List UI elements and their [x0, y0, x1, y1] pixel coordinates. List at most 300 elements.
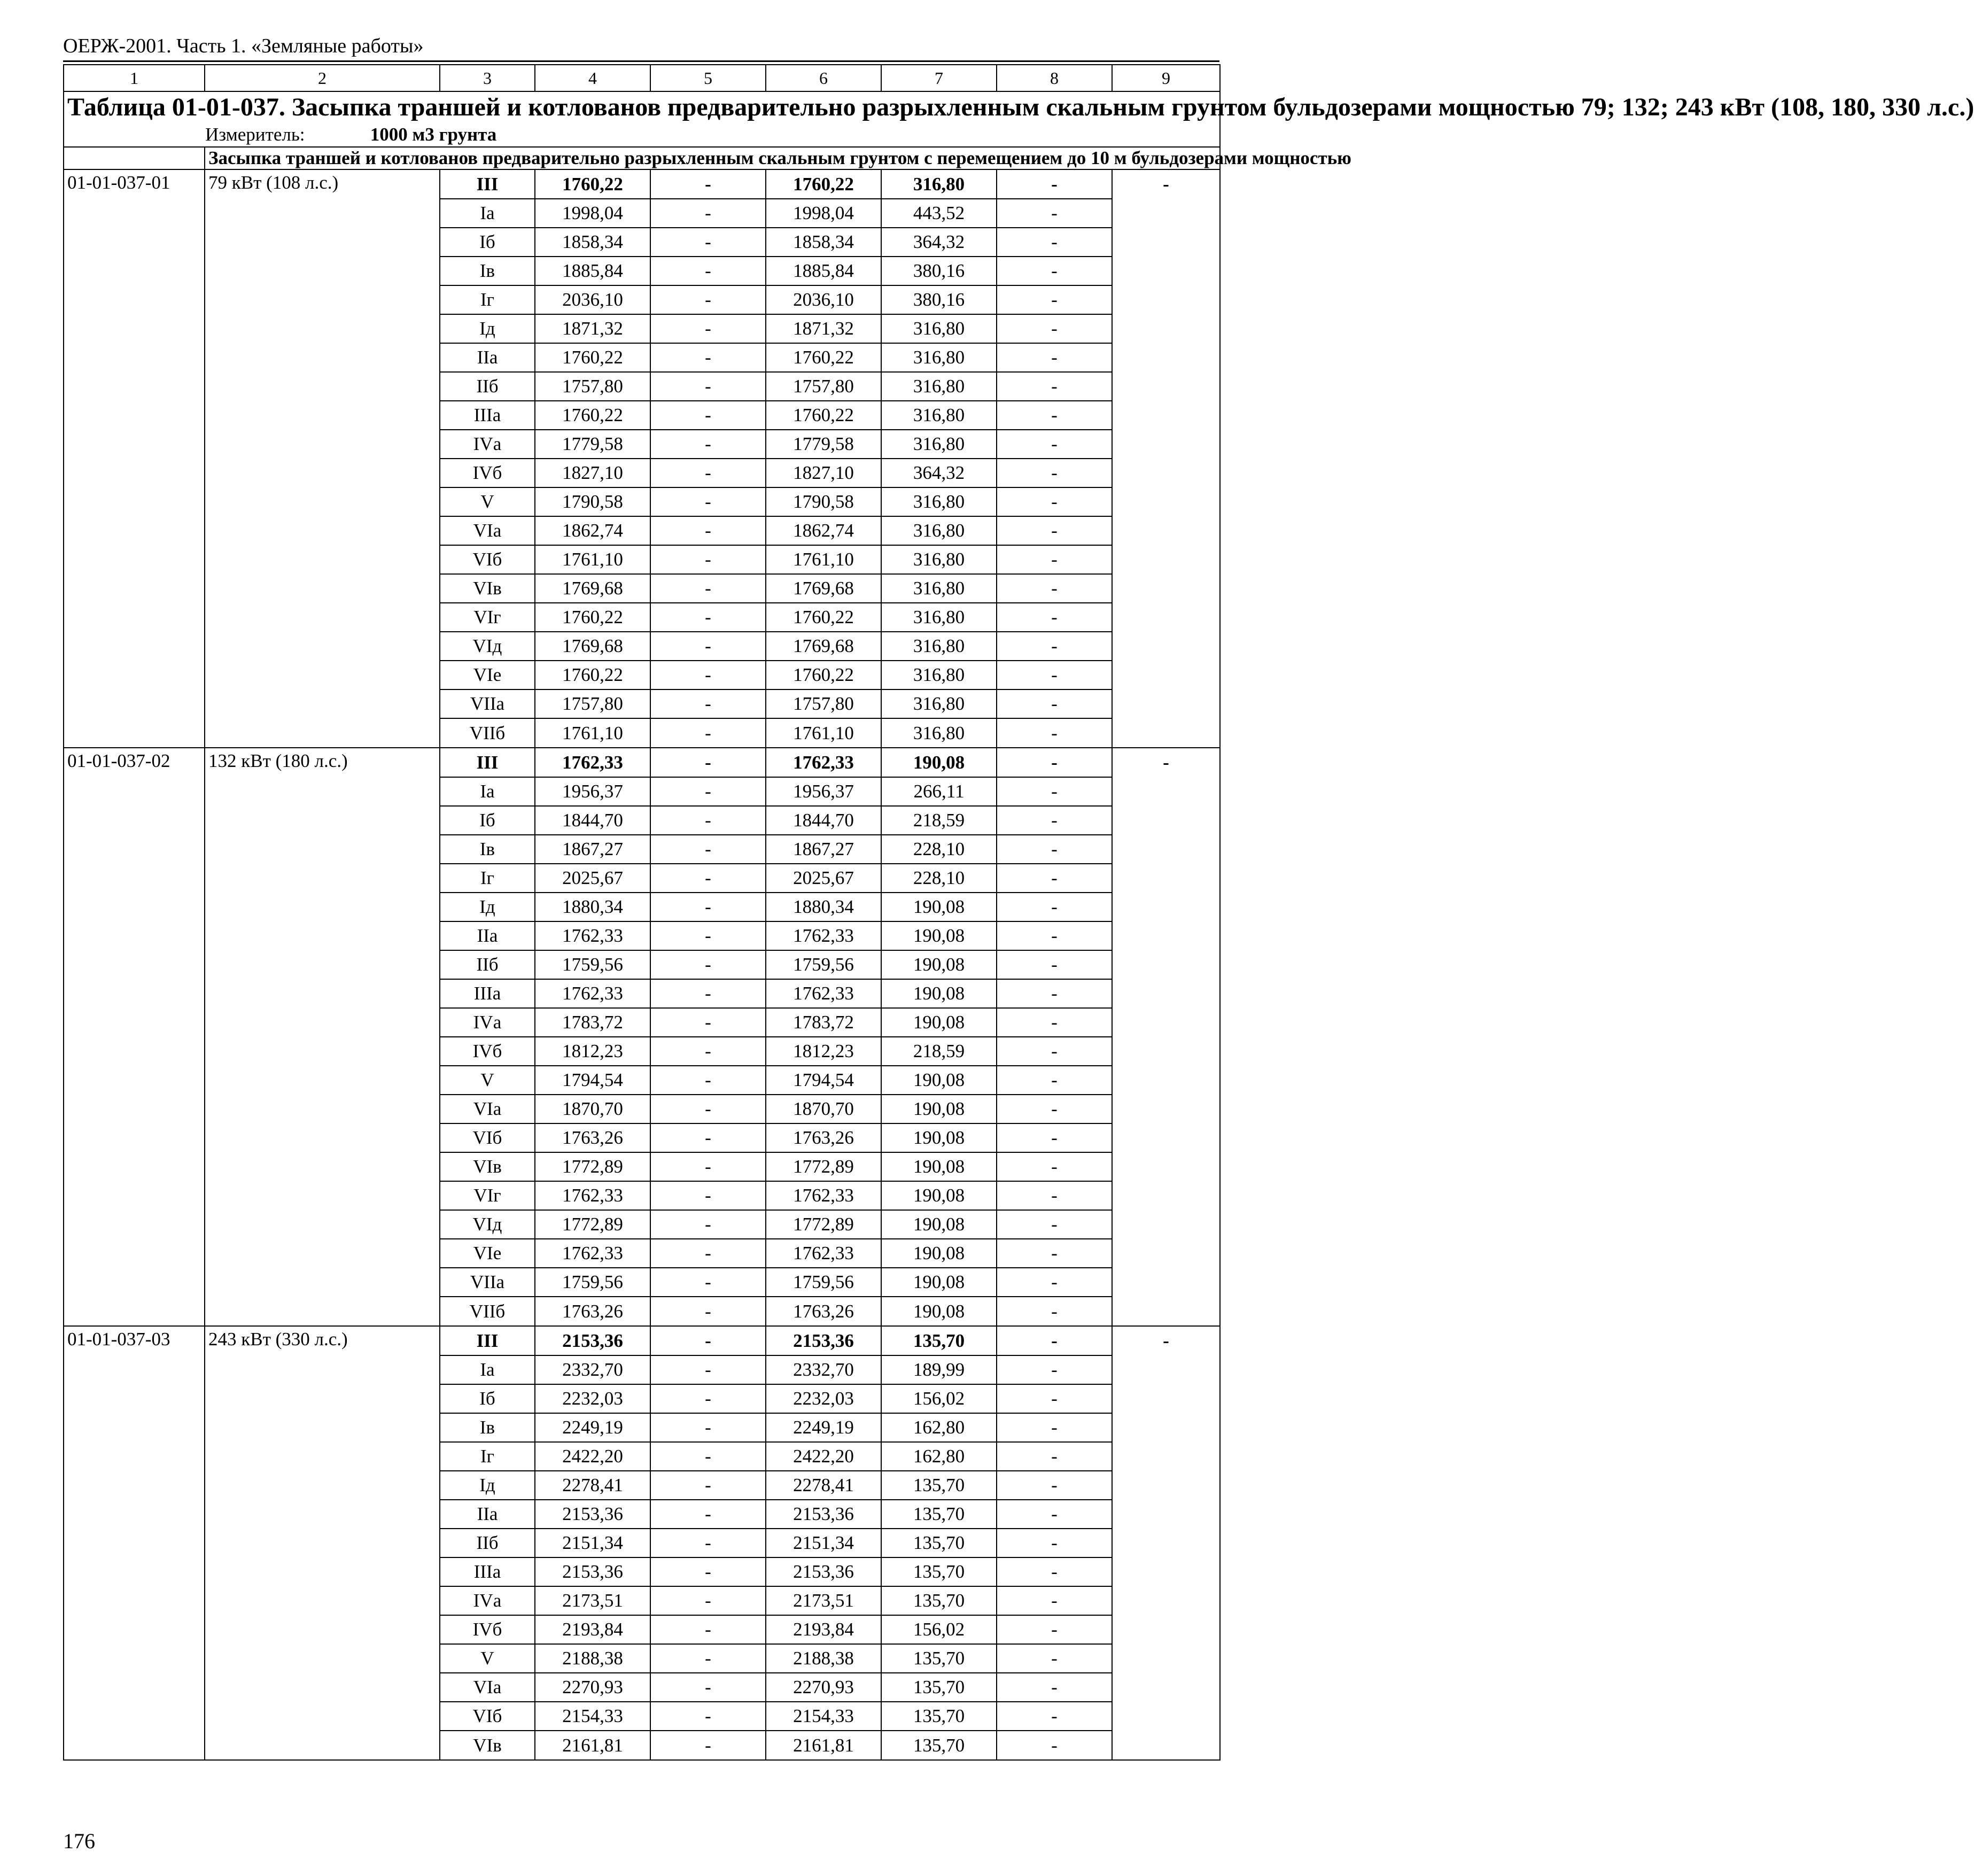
machine-cost-cell: 1759,56 [766, 950, 881, 979]
materials-cell: - [997, 516, 1112, 545]
materials-cell: - [997, 574, 1112, 603]
labor-cost-cell: - [650, 1123, 766, 1152]
labor-cost-cell: - [650, 516, 766, 545]
table-row [64, 979, 1220, 1008]
labor-cost-cell: - [650, 1066, 766, 1095]
machine-cost-cell: 1757,80 [766, 689, 881, 718]
norm-code-cell [64, 459, 205, 487]
table-row [64, 1210, 1220, 1239]
bulldozer-power-cell [205, 314, 440, 343]
labor-cost-cell: - [650, 1557, 766, 1586]
total-cost-cell: 2153,36 [535, 1557, 650, 1586]
materials-cell: - [997, 401, 1112, 430]
labor-hours-cell [1112, 1586, 1220, 1615]
materials-cell: - [997, 806, 1112, 835]
labor-cost-cell: - [650, 169, 766, 199]
bulldozer-power-cell [205, 1673, 440, 1702]
table-row [64, 777, 1220, 806]
soil-group-cell: IVб [440, 459, 535, 487]
table-row [64, 1297, 1220, 1326]
materials-cell: - [997, 1702, 1112, 1731]
machine-cost-cell: 1858,34 [766, 228, 881, 257]
operator-wage-cell: 380,16 [881, 257, 997, 285]
labor-hours-cell [1112, 864, 1220, 893]
labor-cost-cell: - [650, 285, 766, 314]
total-cost-cell: 2278,41 [535, 1471, 650, 1500]
labor-hours-cell [1112, 430, 1220, 459]
table-row [64, 372, 1220, 401]
labor-cost-cell: - [650, 401, 766, 430]
materials-cell: - [997, 1355, 1112, 1384]
machine-cost-cell: 2422,20 [766, 1442, 881, 1471]
table-row [64, 1471, 1220, 1500]
total-cost-cell: 1761,10 [535, 545, 650, 574]
norm-code-cell [64, 1008, 205, 1037]
bulldozer-power-cell [205, 893, 440, 921]
norm-code-cell [64, 1500, 205, 1529]
column-number: 5 [650, 65, 766, 91]
total-cost-cell: 2025,67 [535, 864, 650, 893]
soil-group-cell: Iв [440, 257, 535, 285]
operator-wage-cell: 316,80 [881, 603, 997, 632]
labor-hours-cell [1112, 401, 1220, 430]
bulldozer-power-cell [205, 632, 440, 661]
operator-wage-cell: 218,59 [881, 806, 997, 835]
materials-cell: - [997, 314, 1112, 343]
materials-cell: - [997, 1268, 1112, 1297]
labor-cost-cell: - [650, 1471, 766, 1500]
operator-wage-cell: 316,80 [881, 516, 997, 545]
total-cost-cell: 2154,33 [535, 1702, 650, 1731]
total-cost-cell: 1762,33 [535, 921, 650, 950]
bulldozer-power-cell [205, 574, 440, 603]
norm-code-cell [64, 285, 205, 314]
machine-cost-cell: 1760,22 [766, 603, 881, 632]
total-cost-cell: 1760,22 [535, 661, 650, 689]
operator-wage-cell: 190,08 [881, 1210, 997, 1239]
bulldozer-power-cell [205, 1586, 440, 1615]
operator-wage-cell: 190,08 [881, 950, 997, 979]
labor-hours-cell [1112, 893, 1220, 921]
labor-hours-cell [1112, 1037, 1220, 1066]
norm-code-cell [64, 718, 205, 748]
labor-hours-cell [1112, 516, 1220, 545]
materials-cell: - [997, 1471, 1112, 1500]
table-row [64, 1673, 1220, 1702]
materials-cell: - [997, 1123, 1112, 1152]
materials-cell: - [997, 893, 1112, 921]
soil-group-cell: VIе [440, 661, 535, 689]
total-cost-cell: 2153,36 [535, 1500, 650, 1529]
materials-cell: - [997, 979, 1112, 1008]
machine-cost-cell: 1779,58 [766, 430, 881, 459]
norm-code-cell [64, 199, 205, 228]
operator-wage-cell: 135,70 [881, 1731, 997, 1760]
machine-cost-cell: 1827,10 [766, 459, 881, 487]
soil-group-cell: VIд [440, 632, 535, 661]
total-cost-cell: 1956,37 [535, 777, 650, 806]
norm-code-cell [64, 1181, 205, 1210]
soil-group-cell: V [440, 1066, 535, 1095]
total-cost-cell: 2232,03 [535, 1384, 650, 1413]
soil-group-cell: Iг [440, 285, 535, 314]
operator-wage-cell: 190,08 [881, 1297, 997, 1326]
materials-cell: - [997, 372, 1112, 401]
labor-cost-cell: - [650, 777, 766, 806]
labor-hours-cell [1112, 1471, 1220, 1500]
bulldozer-power-cell [205, 603, 440, 632]
soil-group-cell: VIв [440, 574, 535, 603]
table-row [64, 1615, 1220, 1644]
meter-value: 1000 м3 грунта [370, 124, 497, 145]
table-row [64, 603, 1220, 632]
total-cost-cell: 1772,89 [535, 1152, 650, 1181]
table-row [64, 1442, 1220, 1471]
machine-cost-cell: 1769,68 [766, 632, 881, 661]
bulldozer-power-cell [205, 1471, 440, 1500]
total-cost-cell: 2270,93 [535, 1673, 650, 1702]
machine-cost-cell: 1757,80 [766, 372, 881, 401]
labor-cost-cell: - [650, 1529, 766, 1557]
total-cost-cell: 1757,80 [535, 689, 650, 718]
total-cost-cell: 1762,33 [535, 979, 650, 1008]
norm-code-cell [64, 806, 205, 835]
bulldozer-power-cell [205, 1615, 440, 1644]
labor-cost-cell: - [650, 199, 766, 228]
norm-code-cell [64, 1673, 205, 1702]
labor-hours-cell [1112, 777, 1220, 806]
norm-code-cell [64, 545, 205, 574]
operator-wage-cell: 266,11 [881, 777, 997, 806]
labor-hours-cell [1112, 285, 1220, 314]
table-row [64, 545, 1220, 574]
total-cost-cell: 2422,20 [535, 1442, 650, 1471]
operator-wage-cell: 190,08 [881, 1239, 997, 1268]
soil-group-cell: VIа [440, 1095, 535, 1123]
operator-wage-cell: 190,08 [881, 1123, 997, 1152]
machine-cost-cell: 1762,33 [766, 1239, 881, 1268]
total-cost-cell: 2249,19 [535, 1413, 650, 1442]
operator-wage-cell: 228,10 [881, 864, 997, 893]
table-title: Таблица 01-01-037. Засыпка траншей и котлованов предварительно разрыхленным скальным грунтом бульдозерами мощностью 79; 132; 243 кВт (108, 180, 330 л.с.) [67, 93, 1974, 121]
soil-group-cell: VIд [440, 1210, 535, 1239]
materials-cell: - [997, 487, 1112, 516]
labor-hours-cell: - [1112, 1326, 1220, 1355]
machine-cost-cell: 1998,04 [766, 199, 881, 228]
table-row [64, 1702, 1220, 1731]
labor-cost-cell: - [650, 835, 766, 864]
machine-cost-cell: 1759,56 [766, 1268, 881, 1297]
table-row [64, 893, 1220, 921]
norm-code-cell [64, 1644, 205, 1673]
labor-cost-cell: - [650, 1673, 766, 1702]
norm-code-cell [64, 228, 205, 257]
soil-group-cell: IIа [440, 1500, 535, 1529]
table-row [64, 1095, 1220, 1123]
total-cost-cell: 1761,10 [535, 718, 650, 748]
machine-cost-cell: 1763,26 [766, 1297, 881, 1326]
norm-code-cell: 01-01-037-03 [64, 1326, 205, 1355]
norm-code-cell [64, 1702, 205, 1731]
table-row [64, 835, 1220, 864]
labor-cost-cell: - [650, 1731, 766, 1760]
machine-cost-cell: 1870,70 [766, 1095, 881, 1123]
bulldozer-power-cell [205, 1037, 440, 1066]
bulldozer-power-cell [205, 1731, 440, 1760]
soil-group-cell: VIв [440, 1731, 535, 1760]
machine-cost-cell: 1762,33 [766, 979, 881, 1008]
operator-wage-cell: 190,08 [881, 1181, 997, 1210]
total-cost-cell: 1763,26 [535, 1297, 650, 1326]
total-cost-cell: 1794,54 [535, 1066, 650, 1095]
norm-code-cell [64, 1355, 205, 1384]
total-cost-cell: 1790,58 [535, 487, 650, 516]
meter-label: Измеритель: [205, 124, 305, 145]
machine-cost-cell: 1760,22 [766, 343, 881, 372]
column-number: 3 [440, 65, 535, 91]
labor-cost-cell: - [650, 1008, 766, 1037]
machine-cost-cell: 2025,67 [766, 864, 881, 893]
table-row [64, 1500, 1220, 1529]
total-cost-cell: 2153,36 [535, 1326, 650, 1355]
table-row [64, 199, 1220, 228]
table-row [64, 806, 1220, 835]
norm-code-cell [64, 372, 205, 401]
labor-hours-cell [1112, 228, 1220, 257]
operator-wage-cell: 190,08 [881, 921, 997, 950]
labor-hours-cell: - [1112, 748, 1220, 777]
soil-group-cell: VIIа [440, 689, 535, 718]
operator-wage-cell: 135,70 [881, 1673, 997, 1702]
operator-wage-cell: 380,16 [881, 285, 997, 314]
soil-group-cell: VIа [440, 516, 535, 545]
column-number: 6 [766, 65, 881, 91]
machine-cost-cell: 1956,37 [766, 777, 881, 806]
materials-cell: - [997, 603, 1112, 632]
soil-group-cell: Iа [440, 777, 535, 806]
table-title-row [64, 91, 1220, 147]
labor-cost-cell: - [650, 487, 766, 516]
bulldozer-power-cell [205, 1152, 440, 1181]
operator-wage-cell: 135,70 [881, 1471, 997, 1500]
total-cost-cell: 1871,32 [535, 314, 650, 343]
soil-group-cell: VIб [440, 545, 535, 574]
table-row [64, 459, 1220, 487]
operator-wage-cell: 162,80 [881, 1413, 997, 1442]
soil-group-cell: Iа [440, 1355, 535, 1384]
labor-hours-cell [1112, 343, 1220, 372]
labor-hours-cell [1112, 1413, 1220, 1442]
materials-cell: - [997, 777, 1112, 806]
machine-cost-cell: 1762,33 [766, 1181, 881, 1210]
labor-cost-cell: - [650, 1586, 766, 1615]
materials-cell: - [997, 1586, 1112, 1615]
table-row [64, 632, 1220, 661]
machine-cost-cell: 1760,22 [766, 661, 881, 689]
table-row [64, 1181, 1220, 1210]
labor-hours-cell [1112, 661, 1220, 689]
total-cost-cell: 1827,10 [535, 459, 650, 487]
bulldozer-power-cell [205, 1268, 440, 1297]
machine-cost-cell: 2188,38 [766, 1644, 881, 1673]
soil-group-cell: VIв [440, 1152, 535, 1181]
table-row [64, 1066, 1220, 1095]
table-row [64, 689, 1220, 718]
materials-cell: - [997, 169, 1112, 199]
labor-hours-cell [1112, 1181, 1220, 1210]
materials-cell: - [997, 1008, 1112, 1037]
bulldozer-power-cell [205, 487, 440, 516]
bulldozer-power-cell [205, 228, 440, 257]
bulldozer-power-cell [205, 835, 440, 864]
bulldozer-power-cell [205, 950, 440, 979]
table-row [64, 1644, 1220, 1673]
machine-cost-cell: 1762,33 [766, 921, 881, 950]
operator-wage-cell: 316,80 [881, 372, 997, 401]
norm-code-cell [64, 1095, 205, 1123]
labor-cost-cell: - [650, 1500, 766, 1529]
total-cost-cell: 1769,68 [535, 632, 650, 661]
labor-cost-cell: - [650, 545, 766, 574]
bulldozer-power-cell [205, 1557, 440, 1586]
bulldozer-power-cell [205, 1529, 440, 1557]
total-cost-cell: 1783,72 [535, 1008, 650, 1037]
labor-cost-cell: - [650, 1095, 766, 1123]
norm-code-cell [64, 1297, 205, 1326]
labor-hours-cell [1112, 487, 1220, 516]
soil-group-cell: IIа [440, 921, 535, 950]
labor-hours-cell [1112, 632, 1220, 661]
labor-cost-cell: - [650, 257, 766, 285]
table-row [64, 718, 1220, 748]
bulldozer-power-cell [205, 199, 440, 228]
labor-cost-cell: - [650, 1326, 766, 1355]
table-row [64, 257, 1220, 285]
operator-wage-cell: 316,80 [881, 401, 997, 430]
norm-code-cell [64, 1239, 205, 1268]
soil-group-cell: Iб [440, 806, 535, 835]
soil-group-cell: Iб [440, 228, 535, 257]
labor-cost-cell: - [650, 689, 766, 718]
table-row [64, 1037, 1220, 1066]
bulldozer-power-cell [205, 1123, 440, 1152]
soil-group-cell: Iд [440, 314, 535, 343]
table-row [64, 1152, 1220, 1181]
labor-hours-cell [1112, 921, 1220, 950]
operator-wage-cell: 316,80 [881, 632, 997, 661]
total-cost-cell: 1858,34 [535, 228, 650, 257]
bulldozer-power-cell [205, 459, 440, 487]
materials-cell: - [997, 285, 1112, 314]
bulldozer-power-cell [205, 1095, 440, 1123]
bulldozer-power-cell [205, 1066, 440, 1095]
norm-code-cell [64, 487, 205, 516]
labor-hours-cell [1112, 1008, 1220, 1037]
operator-wage-cell: 316,80 [881, 314, 997, 343]
machine-cost-cell: 2153,36 [766, 1326, 881, 1355]
machine-cost-cell: 1880,34 [766, 893, 881, 921]
bulldozer-power-cell [205, 401, 440, 430]
total-cost-cell: 1762,33 [535, 748, 650, 777]
machine-cost-cell: 2153,36 [766, 1557, 881, 1586]
machine-cost-cell: 1761,10 [766, 718, 881, 748]
table-row [64, 661, 1220, 689]
labor-hours-cell [1112, 1529, 1220, 1557]
bulldozer-power-cell [205, 1413, 440, 1442]
labor-cost-cell: - [650, 1644, 766, 1673]
soil-group-cell: IIб [440, 1529, 535, 1557]
machine-cost-cell: 2151,34 [766, 1529, 881, 1557]
operator-wage-cell: 190,08 [881, 1066, 997, 1095]
materials-cell: - [997, 835, 1112, 864]
materials-cell: - [997, 921, 1112, 950]
total-cost-cell: 1880,34 [535, 893, 650, 921]
labor-hours-cell [1112, 1500, 1220, 1529]
norm-code-cell [64, 1615, 205, 1644]
total-cost-cell: 1998,04 [535, 199, 650, 228]
operator-wage-cell: 190,08 [881, 748, 997, 777]
total-cost-cell: 1760,22 [535, 401, 650, 430]
bulldozer-power-cell [205, 806, 440, 835]
table-row [64, 864, 1220, 893]
table-row [64, 516, 1220, 545]
machine-cost-cell: 2036,10 [766, 285, 881, 314]
labor-hours-cell [1112, 835, 1220, 864]
labor-cost-cell: - [650, 1037, 766, 1066]
norm-code-cell [64, 893, 205, 921]
bulldozer-power-cell: 79 кВт (108 л.с.) [205, 169, 440, 199]
materials-cell: - [997, 1152, 1112, 1181]
norm-code-cell: 01-01-037-02 [64, 748, 205, 777]
bulldozer-power-cell [205, 372, 440, 401]
labor-cost-cell: - [650, 979, 766, 1008]
operator-wage-cell: 162,80 [881, 1442, 997, 1471]
bulldozer-power-cell [205, 1355, 440, 1384]
materials-cell: - [997, 343, 1112, 372]
norm-code-cell [64, 777, 205, 806]
soil-group-cell: VIг [440, 603, 535, 632]
labor-hours-cell [1112, 718, 1220, 748]
soil-group-cell: III [440, 1326, 535, 1355]
total-cost-cell: 1757,80 [535, 372, 650, 401]
labor-cost-cell: - [650, 430, 766, 459]
norm-code-cell [64, 1037, 205, 1066]
page-number: 176 [63, 1829, 95, 1853]
materials-cell: - [997, 950, 1112, 979]
table-row [64, 1384, 1220, 1413]
bulldozer-power-cell [205, 1008, 440, 1037]
materials-cell: - [997, 1095, 1112, 1123]
labor-hours-cell [1112, 806, 1220, 835]
bulldozer-power-cell [205, 979, 440, 1008]
table-row [64, 1413, 1220, 1442]
soil-group-cell: VIб [440, 1123, 535, 1152]
bulldozer-power-cell [205, 1210, 440, 1239]
bulldozer-power-cell [205, 1702, 440, 1731]
norm-code-cell [64, 689, 205, 718]
labor-hours-cell [1112, 1210, 1220, 1239]
labor-hours-cell [1112, 1095, 1220, 1123]
bulldozer-power-cell [205, 1239, 440, 1268]
column-number: 1 [64, 65, 205, 91]
machine-cost-cell: 1812,23 [766, 1037, 881, 1066]
operator-wage-cell: 316,80 [881, 545, 997, 574]
labor-cost-cell: - [650, 1297, 766, 1326]
machine-cost-cell: 1761,10 [766, 545, 881, 574]
norm-code-cell [64, 1210, 205, 1239]
operator-wage-cell: 218,59 [881, 1037, 997, 1066]
machine-cost-cell: 2173,51 [766, 1586, 881, 1615]
